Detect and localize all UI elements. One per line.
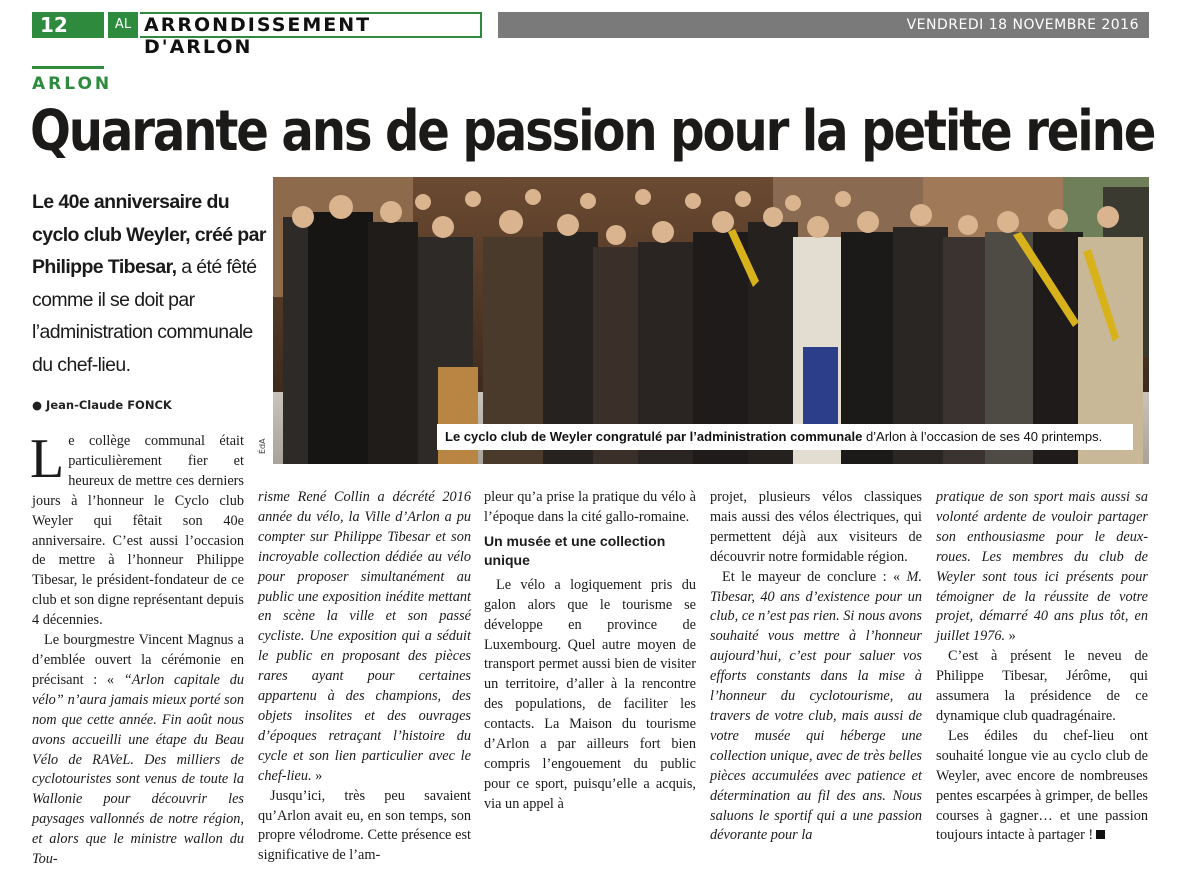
paragraph [32, 631, 244, 870]
paragraph [484, 576, 696, 815]
article-column-4 [710, 488, 922, 846]
paragraph-text: C’est à présent le neveu de Philippe Tibesar, Jérôme, qui assumera la présidence de ce dynamique club quadragénaire. [936, 648, 1148, 724]
photo-caption [437, 424, 1133, 450]
photo-credit: ÉdA [258, 438, 267, 454]
headline: Quarante ans de passion pour la petite reine [30, 99, 1155, 164]
group-photo-illustration [273, 177, 1149, 464]
paragraph [936, 488, 1148, 647]
issue-date: VENDREDI 18 NOVEMBRE 2016 [498, 12, 1149, 38]
quote-text: M. Tibesar, 40 ans d’existence pour un club, ce n’est pas rien. Si nous avons souhaité vous mettre à l’honneur aujourd’hui, c’est pour saluer vos efforts constants dans la mise à l’honneur du cyclotourisme, au travers de votre club, mais aussi de votre musée qui héberge une collection unique, avec de très belles pièces accumulées avec patience et détermination au fil des ans. Nous saluons le sportif qui a une passion dévorante pour la [710, 568, 922, 844]
paragraph-text: Le bourgmestre Vincent Magnus a d’emblée ouvert la cérémonie en précisant : « [32, 632, 244, 688]
article-column-5 [936, 488, 1148, 846]
quote-text: risme René Collin a décrété 2016 année du vélo, la Ville d’Arlon a pu compter sur Philippe Tibesar et son incroyable collection dédiée au vélo pour proposer simultanément au public une exposition inédite mettant en scène la ville et son passé cycliste. Une exposition qui a séduit le public en proposant des pièces rares ayant pour certaines appartenu à des champions, des objets insolites et des ouvrages d’époques retraçant l’histoire du cycle et son lien particulier avec le chef-lieu. [258, 489, 471, 784]
quote-close: » [1005, 628, 1016, 645]
chapo-rest: a été fêté comme il se doit par l’administration communale du chef-lieu. [32, 256, 257, 376]
paragraph [710, 568, 922, 847]
kicker-rule [32, 66, 104, 69]
article-column-2 [258, 488, 471, 866]
paragraph-text: Le vélo a logiquement pris du galon alors que le tourisme se développe en province de Luxembourg. Quel autre moyen de transport permet aussi bien de visiter un territoire, d’aller à la rencontre des populations, de faciliter les contacts. La Maison du tourisme d’Arlon a par ailleurs fort bien compris l’engouement du public pour ce sport, puisqu’elle a acquis, via un appel à [484, 576, 696, 812]
quote-text: “Arlon capitale du vélo” n’aura jamais mieux porté son nom que cette année. Fin août nous avons accueilli une étape du Beau Vélo de RAVeL. Des milliers de cyclotouristes sont venus de toute la Wallonie pour découvrir les paysages vallonnés de notre région, et alors que le ministre wallon du Tou- [32, 671, 244, 868]
kicker: ARLON [32, 74, 113, 94]
page-number: 12 [32, 12, 104, 38]
paragraph-text: e collège communal était particulièrement fier et heureux de mettre ces derniers jours à l’honneur le Cyclo club Weyler qui fêtait son 40e anniversaire. C’est aussi l’occasion de mettre à l’honneur Philippe Tibesar, le président-fondateur de ce club et son digne représentant depuis 4 décennies. [32, 433, 244, 629]
group-photo [273, 177, 1149, 464]
paragraph [484, 488, 696, 528]
quote-text: pratique de son sport mais aussi sa volonté ardente de vouloir partager son enthousiasme pour le deux-roues. Les membres du club de Weyler sont tous ici présents pour témoigner de la réussite de votre projet, démarré 40 ans plus tôt, en juillet 1976. [936, 489, 1148, 645]
drop-cap: L [30, 428, 65, 490]
paragraph-text: Et le mayeur de conclure : « [722, 568, 907, 585]
caption-rest: d’Arlon à l’occasion de ses 40 printemps. [862, 429, 1103, 444]
byline: ● Jean-Claude FONCK [32, 398, 172, 412]
chapo-bold: Le 40e anniversaire du cyclo club Weyler, créé par Philippe Tibesar, [32, 191, 266, 278]
end-mark-icon [1096, 830, 1105, 839]
paragraph-text: Les édiles du chef-lieu ont souhaité longue vie au cyclo club de Weyler, avec encore de nombreuses pentes escarpées à grimper, de belles courses à gagner… et une passion toujours intacte à partager ! [936, 727, 1148, 844]
article-column-3 [484, 488, 696, 815]
paragraph [936, 647, 1148, 727]
paragraph-text: Jusqu’ici, très peu savaient qu’Arlon avait eu, en son temps, son propre vélodrome. Cette présence est significative de l’am- [258, 787, 471, 864]
edition-tag: AL [108, 12, 138, 38]
section-title: ARRONDISSEMENT D'ARLON [140, 12, 482, 38]
paragraph [710, 488, 922, 568]
article-column-1 [30, 428, 244, 870]
paragraph [936, 727, 1148, 846]
quote-close: » [311, 767, 323, 784]
paragraph-text: projet, plusieurs vélos classiques mais aussi des vélos électriques, qui permettent déjà aux visiteurs de découvrir notre formidable région. [710, 489, 922, 565]
subheading: Un musée et une collection unique [484, 532, 666, 568]
paragraph-text: pleur qu’a prise la pratique du vélo à l’époque dans la cité gallo-romaine. [484, 489, 696, 525]
paragraph [258, 488, 471, 787]
caption-bold: Le cyclo club de Weyler congratulé par l’administration communale [445, 429, 863, 444]
paragraph [258, 787, 471, 867]
chapo [32, 186, 268, 381]
